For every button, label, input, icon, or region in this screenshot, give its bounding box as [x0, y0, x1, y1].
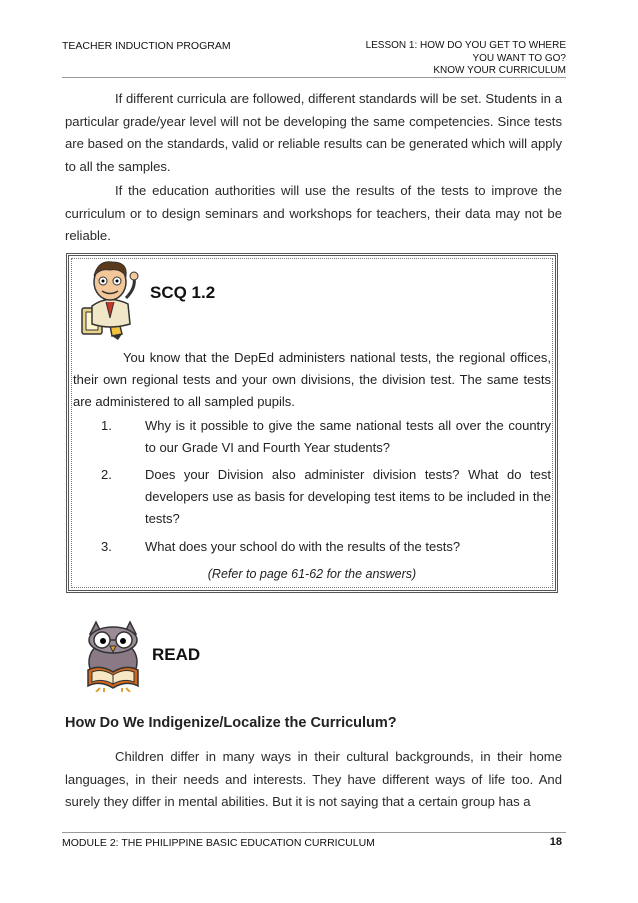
header-lesson-title [366, 40, 566, 78]
body-paragraph-1-text: If different curricula are followed, different standards will be set. Students in a particular grade/year level will not be developing the same competencies. Since tests are based on the standards, valid or reliable results can be generated which will apply to all the samples. [65, 91, 562, 174]
scq-intro-text: You know that the DepEd administers national tests, the regional offices, their own regional tests and your own divisions, the division test. The same tests are administered to all sampled pupils. [73, 350, 551, 409]
header-lesson-line-2: YOU WANT TO GO? [472, 52, 566, 64]
scq-question-3-text: What does your school do with the results of the tests? [145, 539, 461, 554]
scq-question-3-number: 3. [101, 539, 112, 554]
footer-divider [62, 832, 566, 833]
body-paragraph-1 [65, 88, 562, 178]
scq-intro [73, 347, 551, 413]
header-lesson-line-3: KNOW YOUR CURRICULUM [433, 65, 566, 76]
header-program-title: TEACHER INDUCTION PROGRAM [62, 40, 231, 52]
section-paragraph [65, 746, 562, 814]
scq-question-1-number: 1. [101, 418, 112, 433]
scq-answer-reference: (Refer to page 61-62 for the answers) [207, 567, 417, 581]
read-title: READ [152, 645, 201, 664]
body-paragraph-2-text: If the education authorities will use the results of the tests to improve the curriculum or to design seminars and workshops for teachers, their data may not be reliable. [65, 183, 562, 243]
scq-question-2-number: 2. [101, 467, 112, 482]
reading-owl-icon [78, 620, 148, 692]
scq-title: SCQ 1.2 [150, 283, 216, 302]
scq-question-1-text: Why is it possible to give the same national tests all over the country to our Grade VI and Fourth Year students? [145, 418, 551, 455]
header-divider [62, 77, 566, 78]
header-lesson-line-1: LESSON 1: HOW DO YOU GET TO WHERE [365, 40, 566, 51]
scq-question-2-text: Does your Division also administer division tests? What do test developers use as basis for developing test items to be included in the tests? [145, 467, 551, 526]
body-paragraph-2 [65, 180, 562, 248]
section-heading: How Do We Indigenize/Localize the Curriculum? [65, 715, 397, 731]
teacher-pencil-icon [78, 258, 144, 340]
page-number: 18 [549, 836, 562, 848]
footer-module-title: MODULE 2: THE PHILIPPINE BASIC EDUCATION CURRICULUM [62, 837, 375, 849]
section-paragraph-text: Children differ in many ways in their cultural backgrounds, in their home languages, in their needs and interests. They have different ways of life too. And surely they differ in mental abilities. But it is not saying that a certain group has a [65, 749, 562, 809]
